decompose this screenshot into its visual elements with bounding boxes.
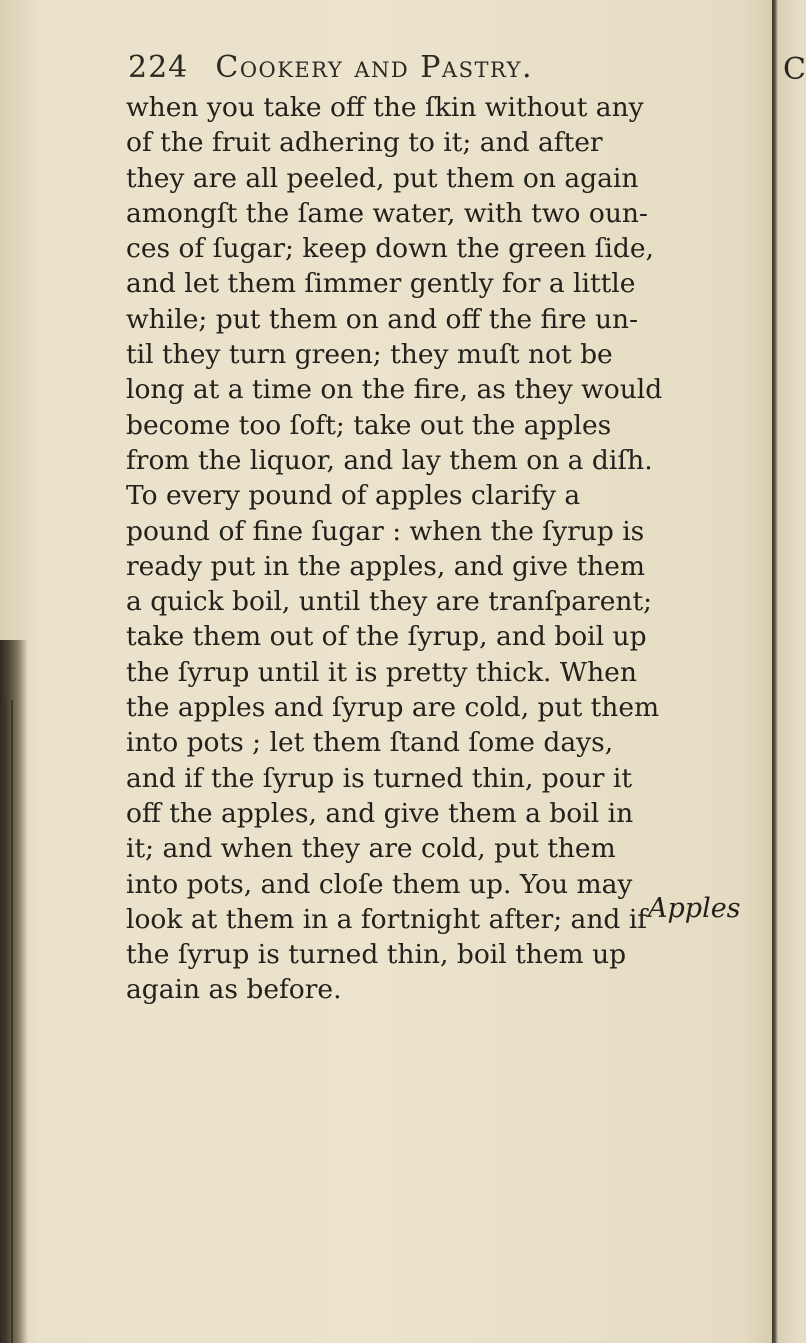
gutter-shadow-line	[4, 700, 6, 1343]
gutter-shadow-line	[11, 700, 13, 1343]
text-line: and let them ſimmer gently for a little	[126, 268, 636, 300]
text-line: when you take off the ſkin without any	[126, 92, 644, 123]
text-line: off the apples, and give them a boil in	[126, 797, 634, 829]
text-line: of the fruit adhering to it; and after	[126, 127, 603, 159]
text-line: look at them in a fortnight after; and if	[126, 903, 648, 935]
text-line: take them out of the ſyrup, and boil up	[126, 621, 647, 653]
text-line: the ſyrup until it is pretty thick. When	[126, 656, 637, 688]
text-line: To every pound of apples clarify a	[126, 480, 581, 512]
text-line: ces of ſugar; keep down the green ſide,	[126, 233, 654, 265]
running-header	[128, 50, 533, 85]
text-line: from the liquor, and lay them on a diſh.	[126, 444, 653, 476]
text-line: amongſt the ſame water, with two oun-	[126, 197, 648, 229]
text-line: a quick boil, until they are tranſparent;	[126, 586, 653, 618]
text-line: they are all peeled, put them on again	[126, 162, 639, 194]
adjacent-page-fragment: C	[783, 52, 806, 87]
text-line: pound of fine ſugar : when the ſyrup is	[126, 515, 645, 547]
text-line: ready put in the apples, and give them	[126, 550, 646, 582]
text-line: the ſyrup is turned thin, boil them up	[126, 939, 627, 971]
text-line: while; put them on and off the fire un-	[126, 303, 639, 335]
text-line: it; and when they are cold, put them	[126, 833, 616, 865]
text-line: til they turn green; they muſt not be	[126, 339, 613, 371]
text-line: become too ſoft; take out the apples	[126, 409, 612, 441]
adjacent-page-edge	[772, 0, 801, 1343]
text-line: again as before.	[126, 974, 342, 1006]
text-line: long at a time on the fire, as they would	[126, 374, 663, 406]
running-title: Cookery and Pastry.	[215, 50, 534, 85]
text-line: into pots, and cloſe them up. You may	[126, 868, 633, 900]
page-number: 224	[128, 50, 189, 85]
body-text	[126, 90, 756, 1008]
catchword: Apples	[648, 893, 741, 924]
text-line: the apples and ſyrup are cold, put them	[126, 692, 660, 724]
text-line: and if the ſyrup is turned thin, pour it	[126, 762, 633, 794]
text-line: into pots ; let them ſtand ſome days,	[126, 727, 614, 759]
